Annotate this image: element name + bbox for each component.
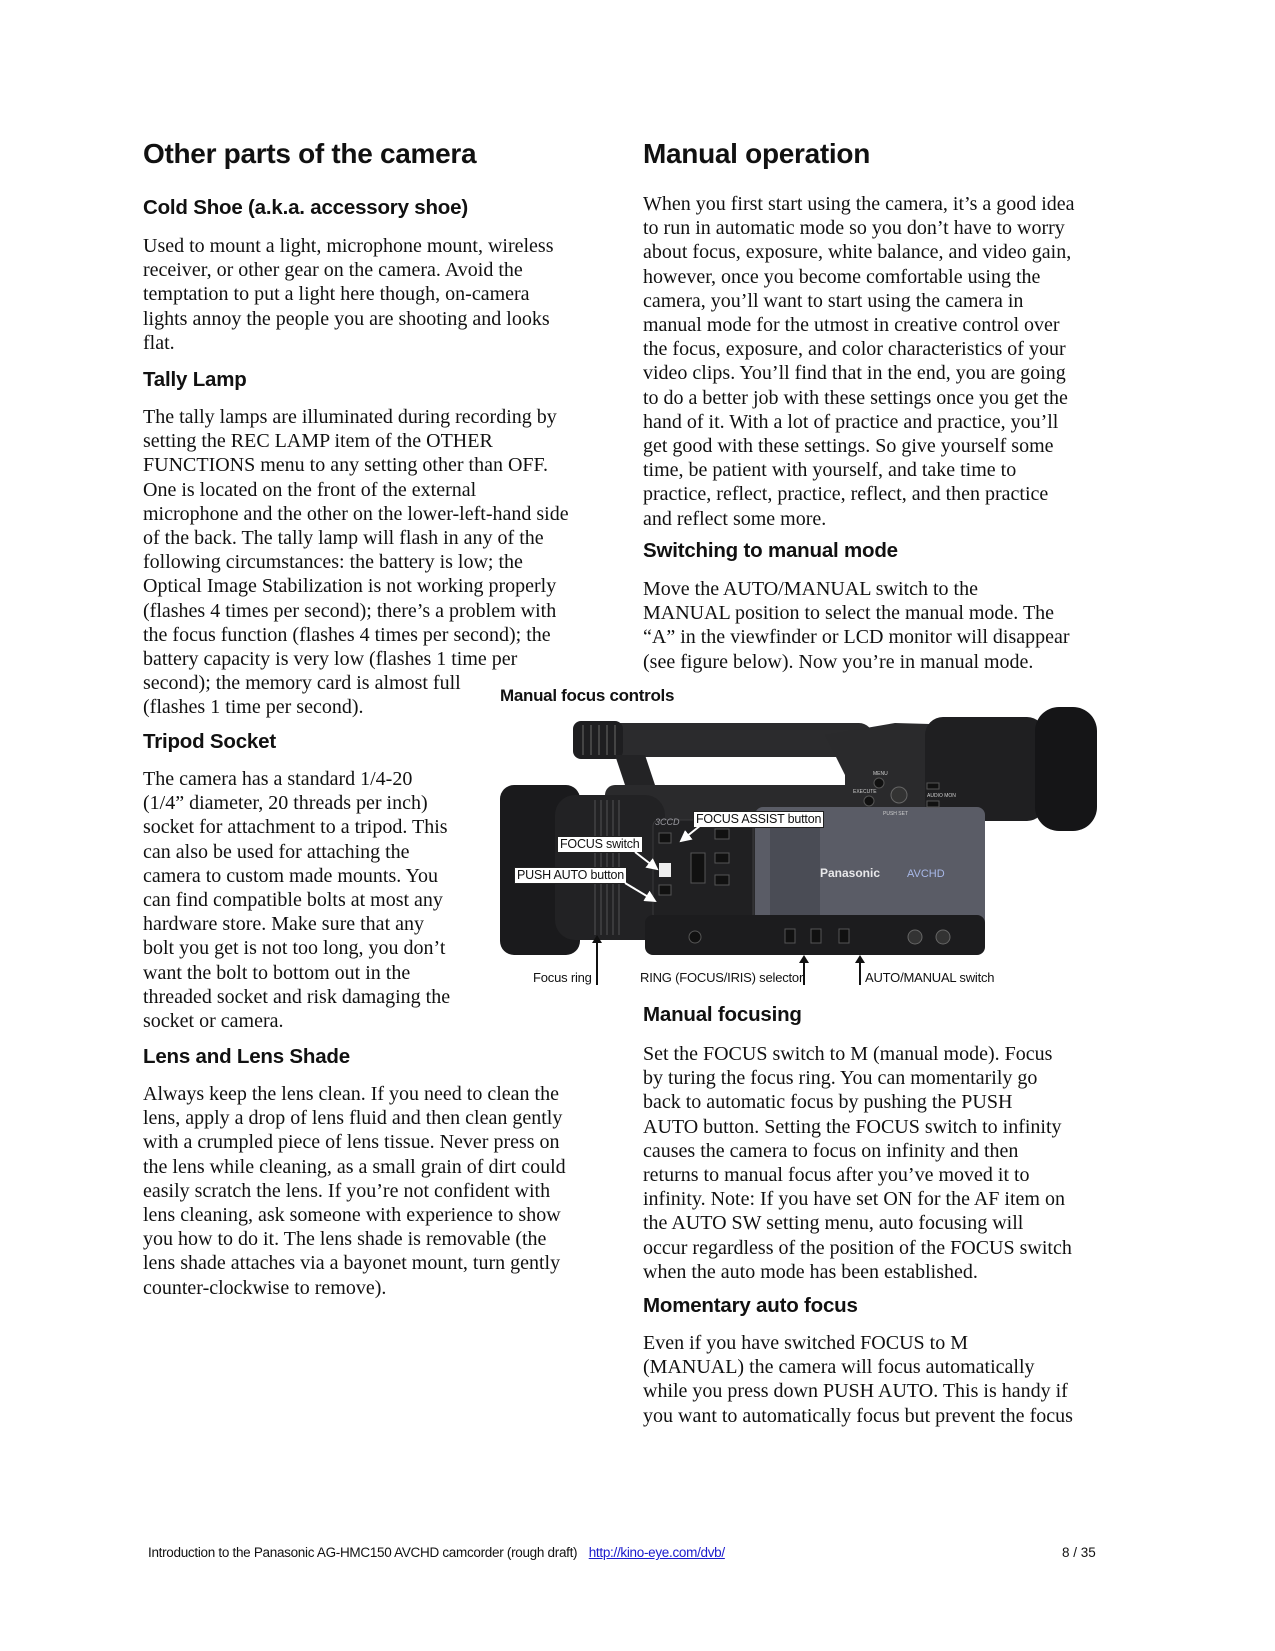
svg-text:MENU: MENU: [873, 771, 888, 777]
arrow-auto-manual: [859, 961, 861, 985]
footer-link[interactable]: http://kino-eye.com/dvb/: [588, 1545, 725, 1560]
caption-auto-manual-switch: AUTO/MANUAL switch: [865, 970, 995, 985]
section-body-switching-manual: Move the AUTO/MANUAL switch to the MANUAL position to select the manual mode. The “A” in the viewfinder or LCD monitor will disappear (see figure below). Now you’re in manual mode.: [643, 578, 1070, 673]
caption-focus-ring: Focus ring: [533, 970, 592, 985]
manual-operation-intro: When you first start using the camera, it’s a good idea to run in automatic mode so you don’t have to worry about focus, exposure, white balance, and video gain, however, once you become comfortable using the camera, you’ll want to start using the camera in manual mode for the utmost in creative control over the focus, exposure, and color characteristics of your video clips. You’ll find that in the end, you are going to do a better job with these settings once you get the hand of it. With a lot of practice and practice, you’ll get good with these settings. So give yourself some time, be patient with yourself, and take time to practice, reflect, practice, reflect, and then practice and reflect some more.: [643, 193, 1075, 530]
section-heading-manual-focusing: Manual focusing: [643, 1003, 802, 1026]
callout-focus-assist-button: FOCUS ASSIST button: [693, 811, 824, 828]
page-number: 8 / 35: [1062, 1545, 1096, 1560]
page-footer: [148, 1545, 725, 1560]
figure-title: Manual focus controls: [500, 686, 675, 705]
section-body-cold-shoe: Used to mount a light, microphone mount, wireless receiver, or other gear on the camera. Avoid the temptation to put a light here though, on-camera lights annoy the people you are shooting and looks flat.: [143, 235, 554, 354]
section-heading-lens-shade: Lens and Lens Shade: [143, 1045, 350, 1068]
section-body-momentary-auto-focus: Even if you have switched FOCUS to M (MANUAL) the camera will focus automatically while you press down PUSH AUTO. This is handy if you want to automatically focus but prevent the focus: [643, 1332, 1073, 1427]
svg-text:PUSH SET: PUSH SET: [883, 811, 909, 817]
callout-arrows: [495, 705, 1097, 965]
footer-text: Introduction to the Panasonic AG-HMC150 AVCHD camcorder (rough draft): [148, 1545, 578, 1560]
svg-text:3CCD: 3CCD: [655, 817, 680, 827]
section-body-tripod-socket: The camera has a standard 1/4-20 (1/4” diameter, 20 threads per inch) socket for attachment to a tripod. This can also be used for attaching the camera to custom made mounts. You can find compatible bolts at most any hardware store. Make sure that any bolt you get is not too long, you don’t want the bolt to bottom out in the threaded socket and risk damaging the socket or camera.: [143, 768, 451, 1033]
callout-push-auto-button: PUSH AUTO button: [514, 867, 627, 884]
svg-text:AVCHD: AVCHD: [907, 868, 945, 880]
caption-ring-selector: RING (FOCUS/IRIS) selector: [640, 970, 804, 985]
section-heading-tally-lamp: Tally Lamp: [143, 368, 247, 391]
section-body-lens-shade: Always keep the lens clean. If you need to clean the lens, apply a drop of lens fluid and then clean gently with a crumpled piece of lens tissue. Never press on the lens while cleaning, as a small grain of dirt could easily scratch the lens. If you’re not confident with lens cleaning, ask someone with experience to show you how to do it. The lens shade is removable (the lens shade attaches via a bayonet mount, turn gently counter-clockwise to remove).: [143, 1083, 566, 1299]
section-body-tally-lamp: The tally lamps are illuminated during recording by setting the REC LAMP item of the OTHER FUNCTIONS menu to any setting other than OFF. One is located on the front of the external microphone and the other on the lower-left-hand side of the back. The tally lamp will flash in any of the following circumstances: the battery is low; the Optical Image Stabilization is not working properly (flashes 4 times per second); there’s a problem with the focus function (flashes 4 times per second); the battery capacity is very low (flashes 1 time per second); the memory card is almost full (flashes 1 time per second).: [143, 406, 569, 719]
left-column-title: Other parts of the camera: [143, 138, 477, 169]
camera-figure: [495, 705, 1125, 997]
arrow-focus-ring: [596, 941, 598, 985]
section-body-manual-focusing: Set the FOCUS switch to M (manual mode). Focus by turing the focus ring. You can momentarily go back to automatic focus by pushing the PUSH AUTO button. Setting the FOCUS switch to infinity causes the camera to focus on infinity and then returns to manual focus after you’ve moved it to infinity. Note: If you have set ON for the AF item on the AUTO SW setting menu, auto focusing will occur regardless of the position of the FOCUS switch when the auto mode has been established.: [643, 1043, 1072, 1283]
right-column-title: Manual operation: [643, 138, 870, 169]
svg-text:AUDIO MON: AUDIO MON: [927, 793, 956, 799]
section-heading-switching-manual: Switching to manual mode: [643, 539, 898, 562]
svg-text:Panasonic: Panasonic: [820, 866, 881, 880]
section-heading-tripod-socket: Tripod Socket: [143, 730, 276, 753]
svg-text:EXECUTE: EXECUTE: [853, 789, 877, 795]
callout-focus-switch: FOCUS switch: [557, 836, 643, 853]
section-heading-momentary-auto-focus: Momentary auto focus: [643, 1294, 858, 1317]
section-heading-cold-shoe: Cold Shoe (a.k.a. accessory shoe): [143, 196, 468, 219]
arrow-ring-selector: [803, 961, 805, 985]
